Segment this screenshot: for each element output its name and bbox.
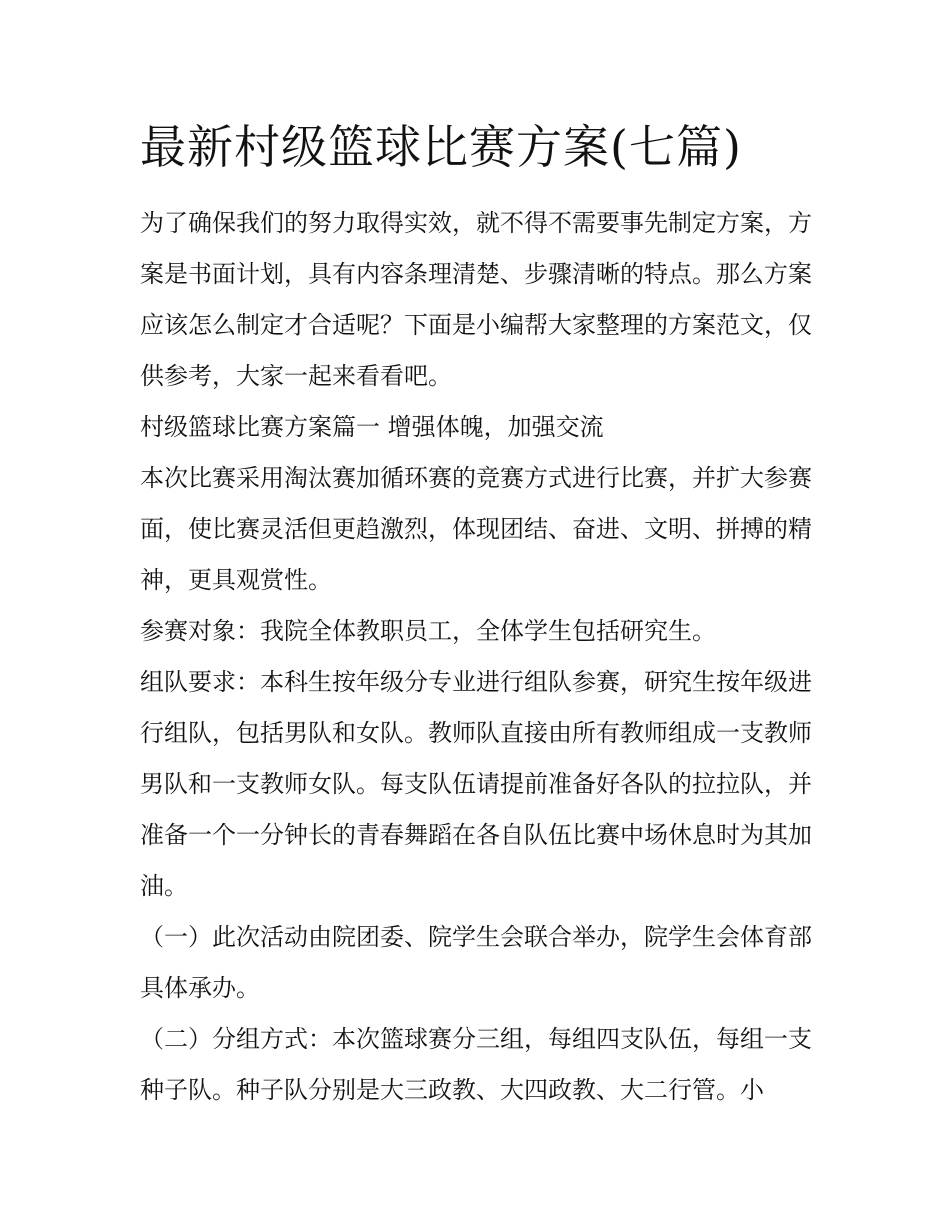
paragraph-organizer: （一）此次活动由院团委、院学生会联合举办，院学生会体育部具体承办。 bbox=[140, 923, 812, 1002]
section-heading-1: 村级篮球比赛方案篇一 增强体魄，加强交流 bbox=[140, 413, 604, 441]
document-body bbox=[140, 198, 812, 1116]
paragraph-participants: 参赛对象：我院全体教职员工，全体学生包括研究生。 bbox=[140, 617, 716, 645]
paragraph-intro: 为了确保我们的努力取得实效，就不得不需要事先制定方案，方案是书面计划，具有内容条理清楚、步骤清晰的特点。那么方案应该怎么制定才合适呢？下面是小编帮大家整理的方案范文，仅供参考，大家一起来看看吧。 bbox=[140, 209, 812, 390]
paragraph-team-requirements: 组队要求：本科生按年级分专业进行组队参赛，研究生按年级进行组队，包括男队和女队。教师队直接由所有教师组成一支教师男队和一支教师女队。每支队伍请提前准备好各队的拉拉队，并准备一个一分钟长的青春舞蹈在各自队伍比赛中场休息时为其加油。 bbox=[140, 668, 812, 900]
paragraph-competition-format: 本次比赛采用淘汰赛加循环赛的竞赛方式进行比赛，并扩大参赛面，使比赛灵活但更趋激烈，体现团结、奋进、文明、拼搏的精神，更具观赏性。 bbox=[140, 464, 812, 594]
page-title: 最新村级篮球比赛方案(七篇) bbox=[140, 120, 742, 174]
paragraph-grouping: （二）分组方式：本次篮球赛分三组，每组四支队伍，每组一支种子队。种子队分别是大三政教、大四政教、大二行管。小 bbox=[140, 1025, 812, 1104]
